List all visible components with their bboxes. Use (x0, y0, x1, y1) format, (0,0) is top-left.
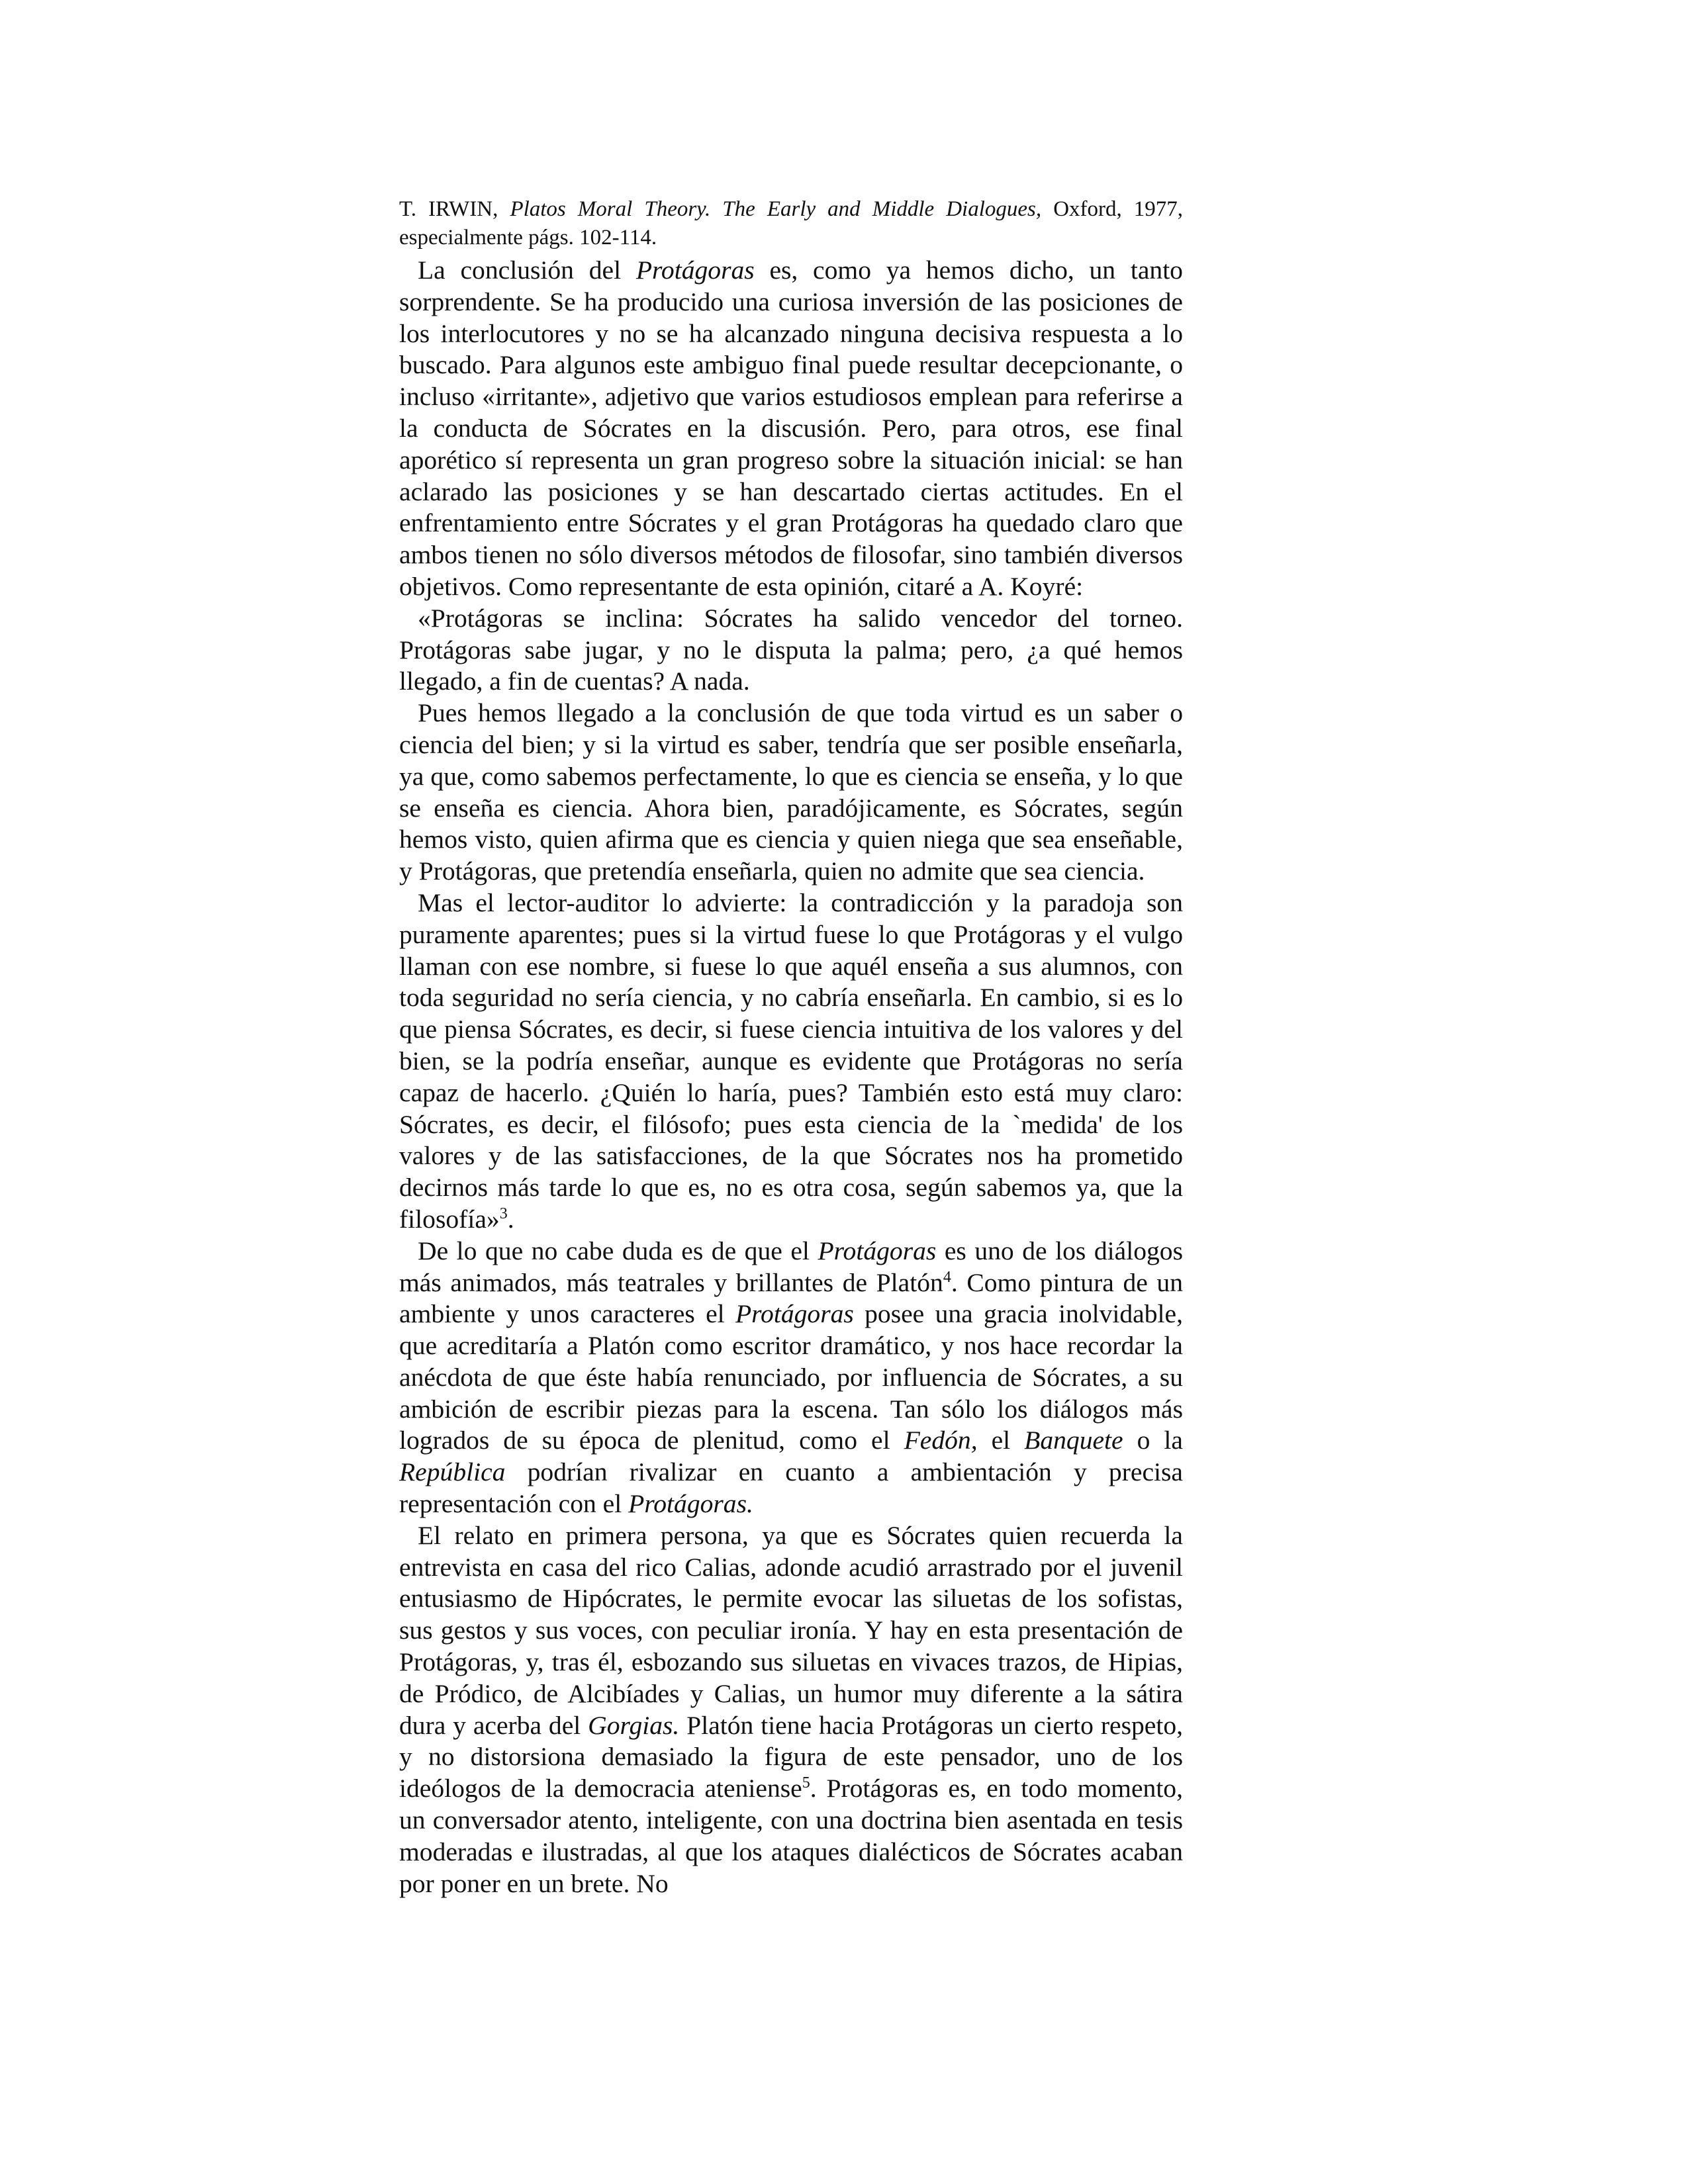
italic-title: Banquete (1024, 1426, 1123, 1455)
paragraph-p5 (399, 1236, 1183, 1520)
text-run: . Como pintura de un ambiente y unos caracteres el (399, 1267, 1183, 1329)
body-text (399, 255, 1183, 1899)
text-run: La conclusión del (418, 255, 636, 285)
italic-title: Protágoras (818, 1236, 937, 1265)
paragraph-p6 (399, 1520, 1183, 1900)
paragraph-p2 (399, 603, 1183, 698)
text-run: «Protágoras se inclina: Sócrates ha salido vencedor del torneo. Protágoras sabe jugar, y no le disputa la palma; pero, ¿a qué hemos llegado, a fin de cuentas? A nada. (399, 603, 1183, 696)
paragraph-p3 (399, 698, 1183, 887)
italic-title: Gorgias. (588, 1710, 680, 1740)
text-run: El relato en primera persona, ya que es Sócrates quien recuerda la entrevista en casa del rico Calias, adonde acudió arrastrado por el juvenil entusiasmo de Hipócrates, le permite evocar las siluetas de los sofistas, sus gestos y sus voces, con peculiar ironía. Y hay en esta presentación de Protágoras, y, tras él, esbozando sus siluetas en vivaces trazos, de Hipias, de Pródico, de Alcibíades y Calias, un humor muy diferente a la sátira dura y acerba del (399, 1520, 1183, 1740)
text-run: posee una gracia inolvidable, que acreditaría a Platón como escritor dramático, y nos hace recordar la anécdota de que éste había renunciado, por influencia de Sócrates, a su ambición de escribir piezas para la escena. Tan sólo los diálogos más logrados de su época de plenitud, como el (399, 1299, 1183, 1455)
italic-title: Protágoras. (628, 1489, 753, 1519)
footnote-rest: Oxford, 1977, especialmente págs. 102-114. (399, 197, 1184, 250)
text-run: podrían rivalizar en cuanto a ambientación y precisa representación con el (399, 1457, 1183, 1519)
text-run: es, como ya hemos dicho, un tanto sorprendente. Se ha producido una curiosa inversión de las posiciones de los interlocutores y no se ha alcanzado ninguna decisiva respuesta a lo buscado. Para algunos este ambiguo final puede resultar decepcionante, o incluso «irritante», adjetivo que varios estudiosos emplean para referirse a la conducta de Sócrates en la discusión. Pero, para otros, ese final aporético sí representa un gran progreso sobre la situación inicial: se han aclarado las posiciones y se han descartado ciertas actitudes. En el enfrentamiento entre Sócrates y el gran Protágoras ha quedado claro que ambos tienen no sólo diversos métodos de filosofar, sino también diversos objetivos. Como representante de esta opinión, citaré a A. Koyré: (399, 255, 1183, 601)
text-run: . (507, 1204, 514, 1234)
footnote-marker: 5 (802, 1774, 810, 1792)
text-run: . Protágoras es, en todo momento, un conversador atento, inteligente, con una doctrina bien asentada en tesis moderadas e ilustradas, al que los ataques dialécticos de Sócrates acaban por poner en un brete. No (399, 1774, 1183, 1898)
text-run: el (977, 1426, 1025, 1455)
paragraph-p1 (399, 255, 1183, 603)
footnote-reference (399, 195, 1183, 252)
italic-title: República (399, 1457, 506, 1487)
text-run: es uno de los diálogos más animados, más teatrales y brillantes de Platón (399, 1236, 1183, 1297)
text-run: Platón tiene hacia Protágoras un cierto respeto, y no distorsiona demasiado la figura de este pensador, uno de los ideólogos de la democracia ateniense (399, 1710, 1184, 1803)
footnote-title: Platos Moral Theory. The Early and Middle Dialogues, (510, 197, 1042, 221)
italic-title: Fedón, (904, 1426, 978, 1455)
paragraph-p4 (399, 887, 1183, 1236)
footnote-marker: 4 (943, 1268, 951, 1286)
text-column (399, 195, 1183, 1899)
italic-title: Protágoras (635, 255, 755, 285)
text-run: De lo que no cabe duda es de que el (418, 1236, 818, 1265)
footnote-author: T. IRWIN, (399, 197, 498, 221)
text-run: Mas el lector-auditor lo advierte: la contradicción y la paradoja son puramente aparentes; pues si la virtud fuese lo que Protágoras y el vulgo llaman con ese nombre, si fuese lo que aquél enseña a sus alumnos, con toda seguridad no sería ciencia, y no cabría enseñarla. En cambio, si es lo que piensa Sócrates, es decir, si fuese ciencia intuitiva de los valores y del bien, se la podría enseñar, aunque es evidente que Protágoras no sería capaz de hacerlo. ¿Quién lo haría, pues? También esto está muy claro: Sócrates, es decir, el filósofo; pues esta ciencia de la `medida' de los valores y de las satisfacciones, de la que Sócrates nos ha prometido decirnos más tarde lo que es, no es otra cosa, según sabemos ya, que la filosofía» (399, 887, 1183, 1234)
text-run: Pues hemos llegado a la conclusión de que toda virtud es un saber o ciencia del bien; y si la virtud es saber, tendría que ser posible enseñarla, ya que, como sabemos perfectamente, lo que es ciencia se enseña, y lo que se enseña es ciencia. Ahora bien, paradójicamente, es Sócrates, según hemos visto, quien afirma que es ciencia y quien niega que sea enseñable, y Protágoras, que pretendía enseñarla, quien no admite que sea ciencia. (399, 698, 1183, 886)
text-run: o la (1123, 1426, 1183, 1455)
footnote-marker: 3 (499, 1205, 508, 1222)
italic-title: Protágoras (735, 1299, 854, 1329)
